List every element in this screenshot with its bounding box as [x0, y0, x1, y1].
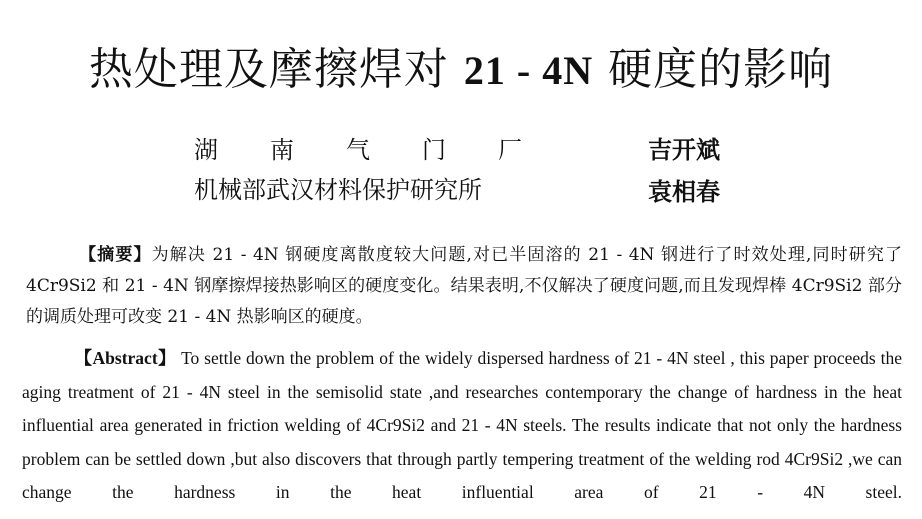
abstract-zh-text: 为解决 21 - 4N 钢硬度离散度较大问题,对已半固溶的 21 - 4N 钢进行了时效处理,同时研究了 4Cr9Si2 和 21 - 4N 钢摩擦焊接热影响区的硬度变化。结果表明,不仅解决了硬度问题,而且发现焊棒 4Cr9Si2 部分的调质处理可改变 21 - 4N 热影响区的硬度。: [26, 245, 903, 327]
affiliation-2: 机械部武汉材料保护研究所: [194, 176, 482, 204]
paper-title: [0, 40, 922, 101]
abstract-en-text: To settle down the problem of the widely dispersed hardness of 21 - 4N steel , this paper proceeds the aging treatment of 21 - 4N steel in the semisolid state ,and researches contemporary the change of hardness in the heat influential area generated in friction welding of 4Cr9Si2 and 21 - 4N steels. The results indicate that not only the hardness problem can be settled down ,but also discovers that through partly tempering treatment of the welding rod 4Cr9Si2 ,we can change the hardness in the heat influential area of 21 - 4N steel.: [22, 348, 903, 502]
title-number: 21 - 4N: [463, 48, 594, 93]
abstract-en-tag: 【Abstract】: [74, 348, 177, 368]
abstract-zh-tag: 【摘要】: [78, 245, 152, 265]
affiliation-1: 湖南气门厂: [194, 136, 574, 164]
author-1: 吉开斌: [648, 135, 720, 164]
abstract-english: [22, 342, 902, 510]
author-2: 袁相春: [648, 177, 720, 206]
title-suffix: 硬度的影响: [608, 44, 834, 95]
title-prefix: 热处理及摩擦焊对: [88, 44, 449, 95]
abstract-chinese: [26, 240, 902, 333]
